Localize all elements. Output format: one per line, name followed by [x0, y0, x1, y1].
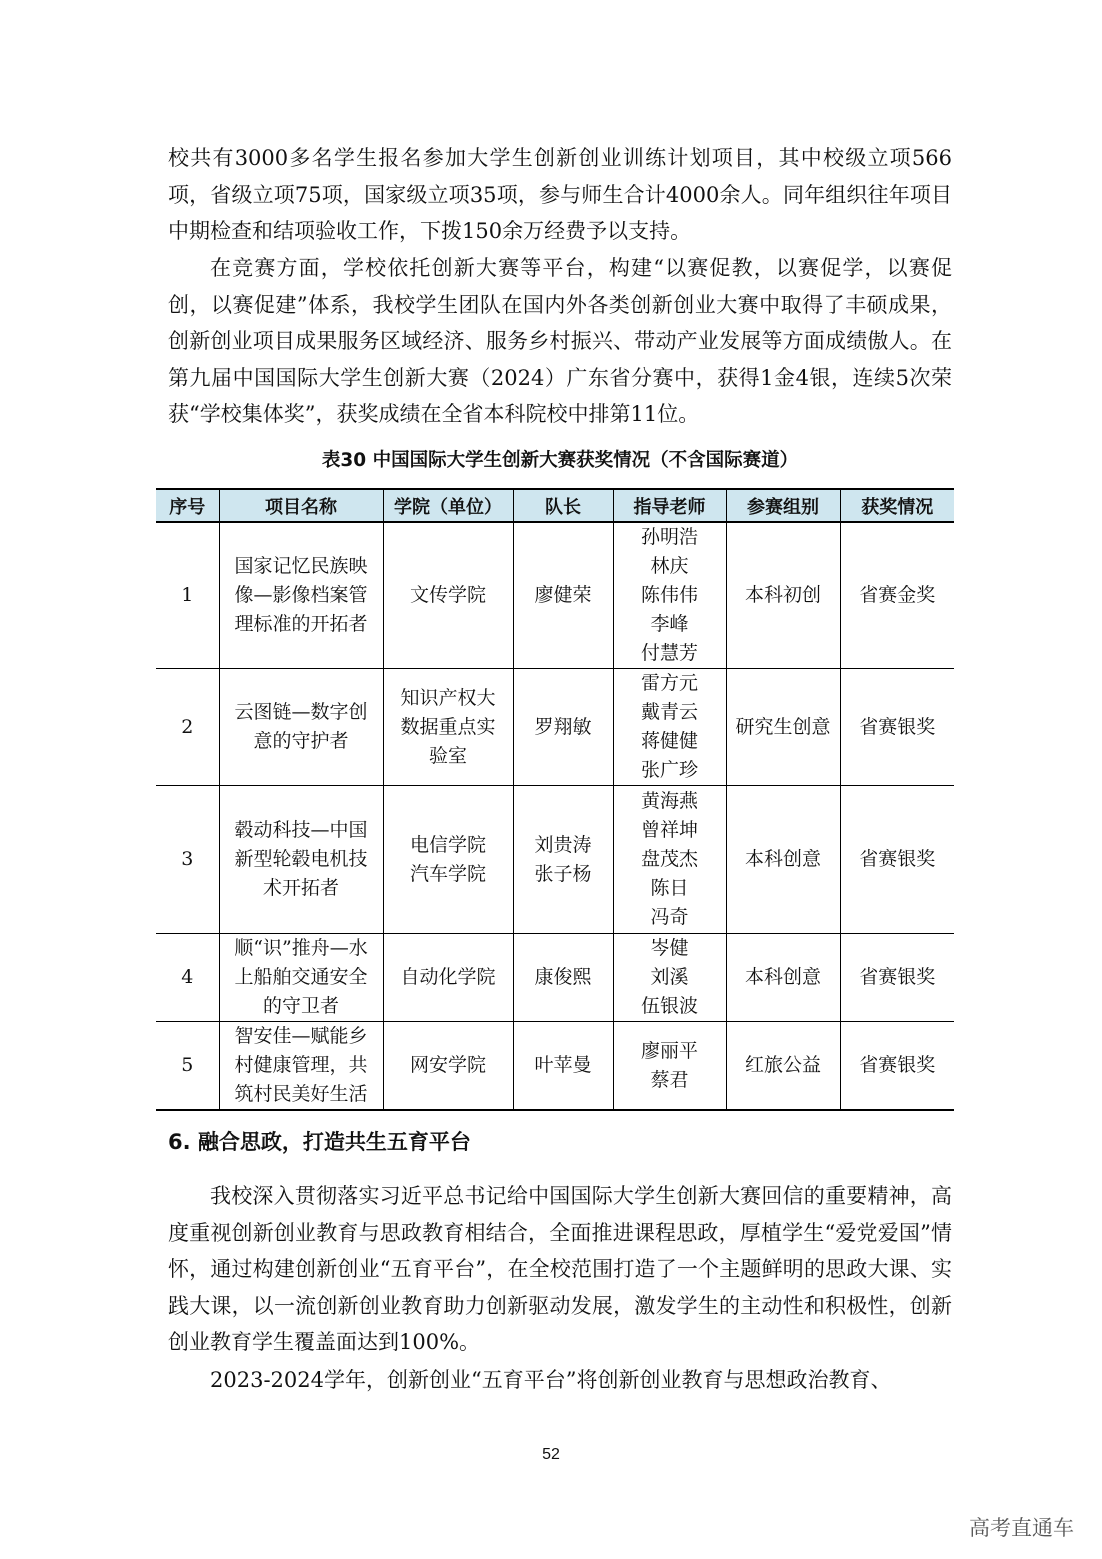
advisors-cell — [613, 1022, 726, 1111]
college-cell — [383, 1022, 513, 1111]
awards-table — [156, 488, 954, 1111]
advisors-cell — [613, 786, 726, 934]
header-no: 序号 — [156, 489, 219, 522]
project-name-cell: 毂动科技—中国新型轮毂电机技术开拓者 — [219, 786, 383, 934]
table-row — [156, 934, 954, 1022]
captain-line: 廖健荣 — [534, 584, 592, 606]
group-cell: 本科创意 — [726, 786, 840, 934]
advisors-line: 戴青云 — [640, 701, 698, 723]
advisors-line: 李峰 — [650, 613, 689, 635]
advisors-line: 黄海燕 — [640, 790, 698, 812]
header-award: 获奖情况 — [840, 489, 954, 522]
table-header-row — [156, 489, 954, 522]
header-advisors: 指导老师 — [613, 489, 726, 522]
advisors-line: 陈伟伟 — [640, 584, 698, 606]
college-cell — [383, 934, 513, 1022]
award-cell: 省赛银奖 — [840, 669, 954, 786]
row-no-cell: 4 — [156, 934, 219, 1022]
captain-cell — [513, 786, 613, 934]
award-cell: 省赛银奖 — [840, 1022, 954, 1111]
header-group: 参赛组别 — [726, 489, 840, 522]
advisors-cell — [613, 669, 726, 786]
advisors-cell — [613, 522, 726, 669]
captain-cell — [513, 669, 613, 786]
table-caption: 表30 中国国际大学生创新大赛获奖情况（不含国际赛道） — [321, 450, 799, 471]
header-college: 学院（单位） — [383, 489, 513, 522]
advisors-line: 孙明浩 — [640, 526, 698, 548]
captain-cell — [513, 934, 613, 1022]
college-cell — [383, 522, 513, 669]
paragraph-ideology: 我校深入贯彻落实习近平总书记给中国国际大学生创新大赛回信的重要精神，高度重视创新创业教育与思政教育相结合，全面推进课程思政，厚植学生“爱党爱国”情怀，通过构建创新创业“五育平台”，在全校范围打造了一个主题鲜明的思政大课、实践大课，以一流创新创业教育助力创新驱动发展，激发学生的主动性和积极性，创新创业教育学生覆盖面达到100%。 — [168, 1184, 952, 1354]
college-cell — [383, 669, 513, 786]
advisors-line: 蒋健健 — [640, 730, 698, 752]
advisors-line: 伍银波 — [640, 995, 698, 1017]
college-cell — [383, 786, 513, 934]
table-row — [156, 1022, 954, 1111]
award-cell: 省赛银奖 — [840, 934, 954, 1022]
page-number: 52 — [542, 1446, 560, 1463]
table-row — [156, 522, 954, 669]
table-row — [156, 669, 954, 786]
paragraph-continued: 校共有3000多名学生报名参加大学生创新创业训练计划项目，其中校级立项566项，省级立项75项，国家级立项35项，参与师生合计4000余人。同年组织往年项目中期检查和结项验收工作，下拨150余万经费予以支持。 — [168, 146, 952, 243]
advisors-cell — [613, 934, 726, 1022]
advisors-line: 廖丽平 — [640, 1039, 698, 1062]
advisors-line: 蔡君 — [650, 1068, 689, 1091]
advisors-line: 冯奇 — [650, 906, 689, 928]
advisors-line: 曾祥坤 — [640, 819, 698, 841]
college-line: 文传学院 — [409, 584, 486, 606]
advisors-line: 刘溪 — [650, 966, 689, 988]
captain-line: 康俊熙 — [534, 966, 592, 988]
table-row — [156, 786, 954, 934]
advisors-line: 雷方元 — [640, 672, 698, 694]
captain-cell — [513, 522, 613, 669]
college-line: 网安学院 — [409, 1054, 486, 1076]
advisors-line: 盘茂杰 — [640, 848, 698, 870]
project-name-cell: 顺“识”推舟—水上船舶交通安全的守卫者 — [219, 934, 383, 1022]
row-no-cell: 5 — [156, 1022, 219, 1111]
watermark: 高考直通车 — [969, 1516, 1074, 1540]
captain-line: 罗翔敏 — [534, 715, 592, 738]
college-line: 汽车学院 — [409, 862, 486, 885]
header-project: 项目名称 — [219, 489, 383, 522]
project-name-cell: 云图链—数字创意的守护者 — [219, 669, 383, 786]
captain-cell — [513, 1022, 613, 1111]
advisors-line: 林庆 — [650, 555, 689, 577]
captain-line: 叶苹曼 — [534, 1054, 592, 1076]
advisors-line: 张广珍 — [640, 759, 698, 781]
header-captain: 队长 — [513, 489, 613, 522]
paragraph-academic-year: 2023-2024学年，创新创业“五育平台”将创新创业教育与思想政治教育、 — [210, 1368, 892, 1392]
captain-line: 刘贵涛 — [534, 833, 592, 856]
group-cell: 红旅公益 — [726, 1022, 840, 1111]
row-no-cell: 2 — [156, 669, 219, 786]
group-cell: 本科初创 — [726, 522, 840, 669]
group-cell: 研究生创意 — [726, 669, 840, 786]
row-no-cell: 3 — [156, 786, 219, 934]
advisors-line: 岑健 — [650, 937, 689, 959]
advisors-line: 付慧芳 — [640, 642, 698, 664]
section-heading: 6. 融合思政，打造共生五育平台 — [168, 1130, 471, 1154]
paragraph-competition: 在竞赛方面，学校依托创新大赛等平台，构建“以赛促教，以赛促学，以赛促创，以赛促建”体系，我校学生团队在国内外各类创新创业大赛中取得了丰硕成果，创新创业项目成果服务区域经济、服务乡村振兴、带动产业发展等方面成绩傲人。在第九届中国国际大学生创新大赛（2024）广东省分赛中，获得1金4银，连续5次荣获“学校集体奖”，获奖成绩在全省本科院校中排第11位。 — [168, 256, 952, 426]
group-cell: 本科创意 — [726, 934, 840, 1022]
college-line: 自动化学院 — [400, 966, 496, 988]
award-cell: 省赛金奖 — [840, 522, 954, 669]
college-line: 知识产权大数据重点实验室 — [400, 686, 496, 767]
captain-line: 张子杨 — [534, 862, 592, 885]
award-cell: 省赛银奖 — [840, 786, 954, 934]
advisors-line: 陈日 — [650, 877, 689, 899]
project-name-cell: 智安佳—赋能乡村健康管理，共筑村民美好生活 — [219, 1022, 383, 1111]
row-no-cell: 1 — [156, 522, 219, 669]
college-line: 电信学院 — [409, 833, 486, 856]
project-name-cell: 国家记忆民族映像—影像档案管理标准的开拓者 — [219, 522, 383, 669]
